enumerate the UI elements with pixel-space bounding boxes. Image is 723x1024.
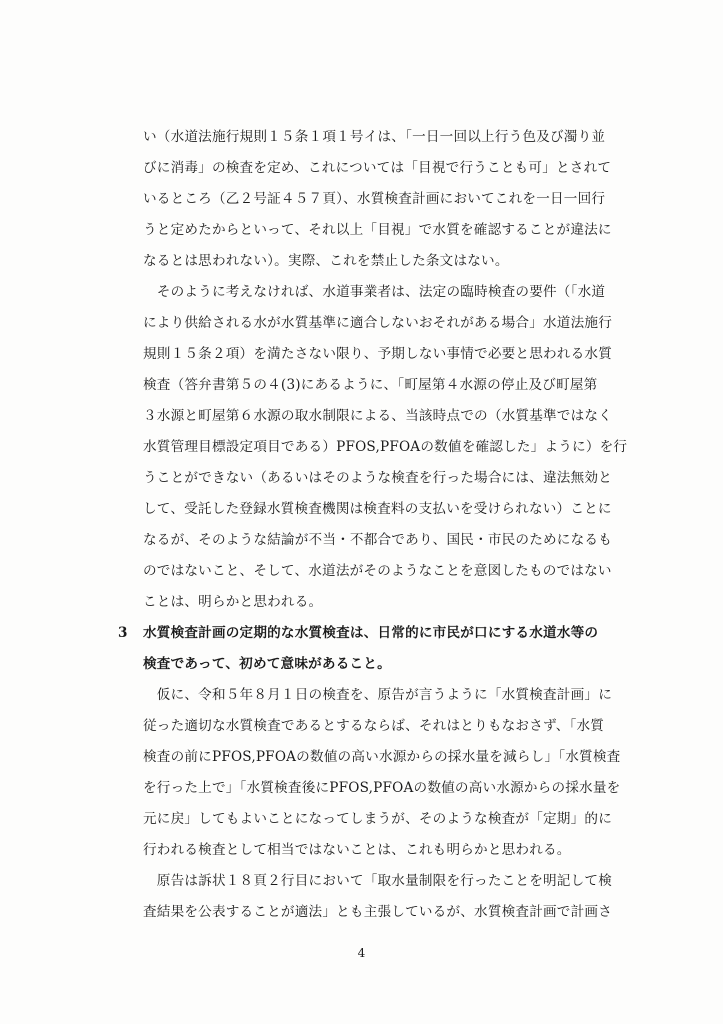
text-line: により供給される水が水質基準に適合しないおそれがある場合」水道法施行 xyxy=(143,315,612,331)
text-line: 仮に、令和５年８月１日の検査を、原告が言うように「水質検査計画」に xyxy=(143,687,612,703)
text-line: 検査（答弁書第５の４(3)にあるように、「町屋第４水源の停止及び町屋第 xyxy=(143,377,598,393)
text-line: なるが、そのような結論が不当・不都合であり、国民・市民のためになるも xyxy=(143,532,612,548)
text-line: 査結果を公表することが適法」とも主張しているが、水質検査計画で計画さ xyxy=(143,904,612,920)
text-line: 検査の前にPFOS,PFOAの数値の高い水源からの採水量を減らし」「水質検査 xyxy=(143,749,621,765)
text-line: 元に戻」してもよいことになってしまうが、そのような検査が「定期」的に xyxy=(143,811,612,827)
section-number: 3 xyxy=(118,625,128,641)
text-line: いるところ（乙２号証４５７頁）、水質検査計画においてこれを一日一回行 xyxy=(143,191,606,207)
text-line: ことは、明らかと思われる。 xyxy=(143,594,323,610)
text-line: 従った適切な水質検査であるとするならば、それはとりもなおさず、「水質 xyxy=(143,718,605,734)
text-line: 水質管理目標設定項目である）PFOS,PFOAの数値を確認した」ように）を行 xyxy=(143,439,628,455)
text-line: うと定めたからといって、それ以上「目視」で水質を確認することが違法に xyxy=(143,222,612,238)
text-line: なるとは思われない）。実際、これを禁止した条文はない。 xyxy=(143,253,509,269)
text-line: 規則１５条２項）を満たさない限り、予期しない事情で必要と思われる水質 xyxy=(143,346,612,362)
text-line: そのように考えなければ、水道事業者は、法定の臨時検査の要件（「水道 xyxy=(143,284,606,300)
page-number: 4 xyxy=(357,946,366,960)
text-line: 原告は訴状１８頁２行目において「取水量制限を行ったことを明記して検 xyxy=(143,873,612,889)
text-line: い（水道法施行規則１５条１項１号イは、「一日一回以上行う色及び濁り並 xyxy=(143,129,606,145)
text-line: のではないこと、そして、水道法がそのようなことを意図したものではない xyxy=(143,563,612,579)
section-heading-line: 検査であって、初めて意味があること。 xyxy=(143,656,391,672)
text-line: ３水源と町屋第６水源の取水制限による、当該時点での（水質基準ではなく xyxy=(143,408,612,424)
text-line: を行った上で」「水質検査後にPFOS,PFOAの数値の高い水源からの採水量を xyxy=(143,780,621,796)
text-line: して、受託した登録水質検査機関は検査料の支払いを受けられない）ことに xyxy=(143,501,612,517)
text-line: びに消毒」の検査を定め、これについては「目視で行うことも可」とされて xyxy=(143,160,612,176)
text-line: 行われる検査として相当ではないことは、これも明らかと思われる。 xyxy=(143,842,571,858)
text-line: うことができない（あるいはそのような検査を行った場合には、違法無効と xyxy=(143,470,612,486)
section-heading-line: 水質検査計画の定期的な水質検査は、日常的に市民が口にする水道水等の xyxy=(143,625,599,641)
